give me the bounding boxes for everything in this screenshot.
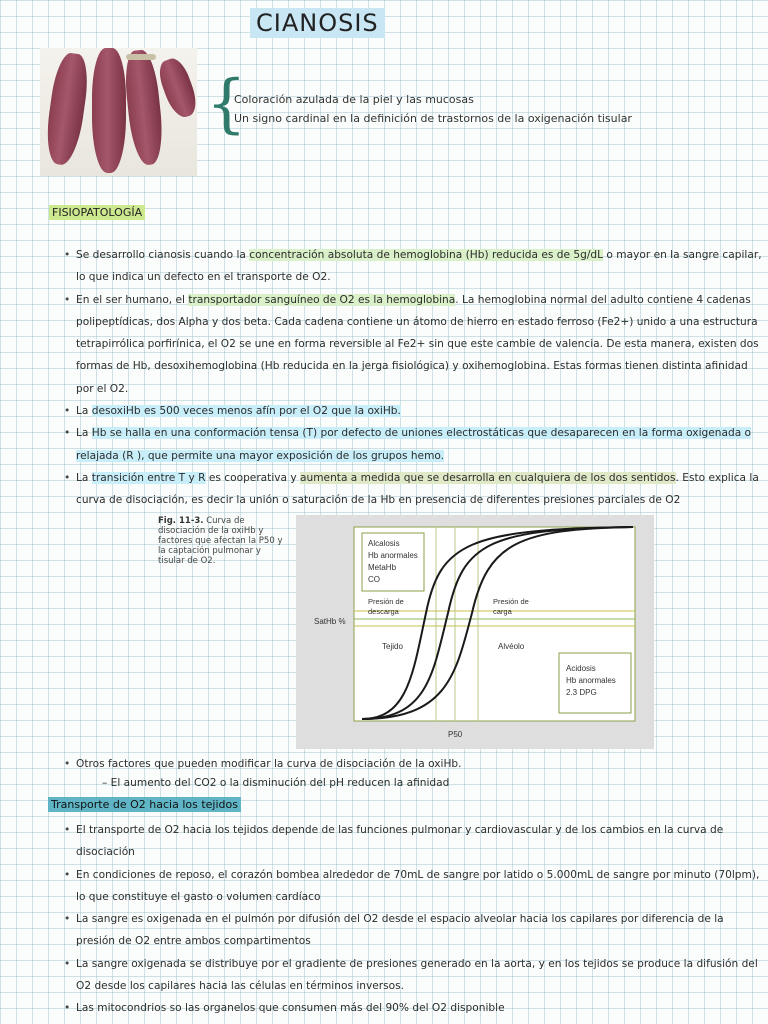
- list-item: • El transporte de O2 hacia los tejidos depende de las funciones pulmonar y cardiovascular y de los cambios en la curva de disociación: [62, 819, 766, 864]
- page-title: CIANOSIS: [250, 8, 385, 38]
- label-descarga: Presión de: [368, 597, 404, 606]
- fisiopatologia-list: [62, 244, 766, 512]
- list-item: • En condiciones de reposo, el corazón bombea alrededor de 70mL de sangre por latido o 5.000mL de sangre por minuto (70lpm), lo que constituye el gasto o volumen cardíaco: [62, 864, 766, 909]
- box-right-label: Hb anormales: [566, 676, 616, 685]
- intro-definitions: [234, 90, 632, 128]
- list-item: • La sangre es oxigenada en el pulmón por difusión del O2 desde el espacio alveolar hacia los capilares por diferencia de la presión de O2 entre ambos compartimentos: [62, 908, 766, 953]
- list-item: • Se desarrollo cianosis cuando la concentración absoluta de hemoglobina (Hb) reducida es de 5g/dL o mayor en la sangre capilar, lo que indica un defecto en el transporte de O2.: [62, 244, 766, 289]
- y-axis-label: SatHb %: [314, 617, 346, 626]
- ring: [126, 54, 156, 60]
- box-right-label: Acidosis: [566, 664, 596, 673]
- box-left-label: Hb anormales: [368, 551, 418, 560]
- dissociation-curve-figure: [158, 513, 658, 753]
- list-item: • En el ser humano, el transportador sanguíneo de O2 es la hemoglobina. La hemoglobina normal del adulto contiene 4 cadenas polipeptídicas, dos Alpha y dos beta. Cada cadena contiene un átomo de hierro en estado ferroso (Fe2+) unido a una estructura tetrapirrólica porfirínica, el O2 se une en forma reversible al Fe2+ sin que este cambie de valencia. De esta manera, existen dos formas de Hb, desoxihemoglobina (Hb reducida en la jerga fisiológica) y oxihemoglobina. Estas formas tienen distinta afinidad por el O2.: [62, 289, 766, 400]
- list-item: • La Hb se halla en una conformación tensa (T) por defecto de uniones electrostáticas que desaparecen en la forma oxigenada o relajada (R ), que permite una mayor exposición de los grupos hemo.: [62, 422, 766, 467]
- dissociation-curve-svg: [158, 513, 658, 753]
- list-item: • La desoxiHb es 500 veces menos afín por el O2 que la oxiHb.: [62, 400, 766, 422]
- section-heading-transporte: Transporte de O2 hacia los tejidos: [48, 797, 241, 812]
- list-item: • Otros factores que pueden modificar la curva de disociación de la oxiHb.: [62, 753, 766, 775]
- brace-icon: {: [206, 67, 247, 141]
- factors-list: [62, 753, 766, 775]
- intro-line: Un signo cardinal en la definición de trastornos de la oxigenación tisular: [234, 112, 632, 125]
- intro-line: Coloración azulada de la piel y las mucosas: [234, 93, 474, 106]
- box-left-label: Alcalosis: [368, 539, 400, 548]
- list-item: • La sangre oxigenada se distribuye por el gradiente de presiones generado en la aorta, y en los tejidos se produce la difusión del O2 desde los capilares hacia las células en términos inversos.: [62, 953, 766, 998]
- label-carga: carga: [493, 607, 512, 616]
- label-descarga: descarga: [368, 607, 399, 616]
- label-carga: Presión de: [493, 597, 529, 606]
- box-left-label: MetaHb: [368, 563, 397, 572]
- label-alveolo: Alvéolo: [498, 642, 525, 651]
- box-right-label: 2.3 DPG: [566, 688, 597, 697]
- list-item: • La transición entre T y R es cooperativa y aumenta a medida que se desarrolla en cualquiera de los dos sentidos. Esto explica la curva de disociación, es decir la unión o saturación de la Hb en presencia de diferentes presiones parciales de O2: [62, 467, 766, 512]
- list-item: • Las mitocondrios so las organelos que consumen más del 90% del O2 disponible: [62, 997, 766, 1019]
- sub-item: – El aumento del CO2 o la disminución del pH reducen la afinidad: [102, 777, 450, 789]
- box-left-label: CO: [368, 575, 380, 584]
- transporte-list: [62, 819, 766, 1020]
- x-axis-label: P50: [448, 730, 463, 739]
- label-tejido: Tejido: [382, 642, 403, 651]
- figure-caption: Fig. 11-3. Curva de disociación de la oxiHb y factores que afectan la P50 y la captación pulmonar y tisular de O2.: [158, 516, 283, 566]
- cyanosis-hand-photo: [40, 48, 197, 176]
- section-heading-fisiopatologia: FISIOPATOLOGÍA: [49, 205, 145, 220]
